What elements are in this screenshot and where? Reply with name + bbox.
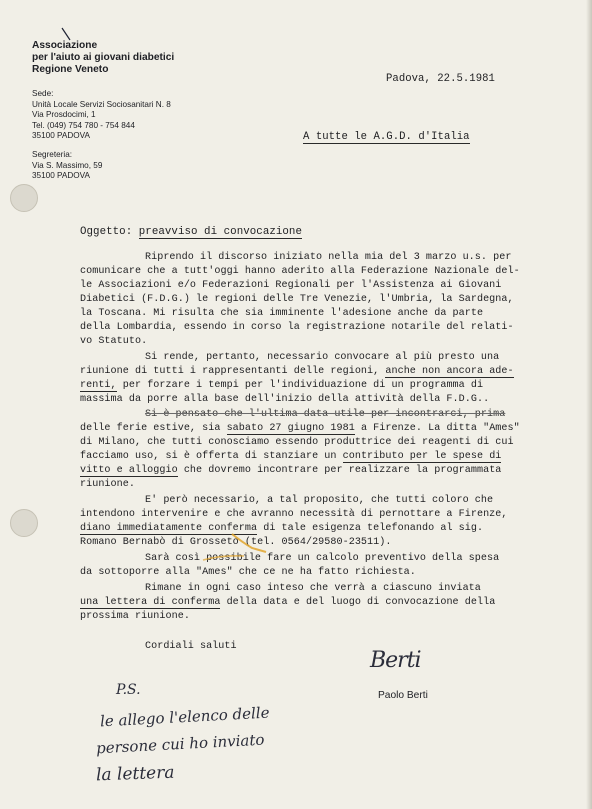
segreteria-line: Via S. Massimo, 59 [32,160,103,170]
body-text: per forzare i tempi per l'individuazione di un programma di [122,380,484,391]
subject-label: Oggetto: [80,226,133,238]
underlined-text: anche non ancora ade- [385,366,514,377]
body-line: Riprendo il discorso iniziato nella mia del 3 marzo u.s. per [145,252,512,263]
underlined-text: renti, [80,380,117,391]
underlined-date: sabato 27 giugno 1981 [226,423,355,434]
body-line-crossed: Si è pensato che l'ultima data utile per incontrarci, prima [145,409,506,420]
body-line: di Milano, che tutti conosciamo essendo produttrice dei reagenti di cui [80,437,514,448]
body-text: della data e del luogo di convocazione della [226,597,496,608]
body-line: le Associazioni e/o Federazioni Regionali per l'Assistenza ai Giovani [80,280,502,291]
org-name-line: Regione Veneto [32,64,109,75]
underlined-text: vitto e alloggio [80,465,178,476]
body-text: delle ferie estive, sia [80,423,221,434]
body-text: a Firenze. La ditta "Ames" [360,423,520,434]
body-line: Romano Bernabò di Grosseto (tel. 0564/29580-23511). [80,537,392,548]
body-line: Si rende, pertanto, necessario convocare al più presto una [145,352,500,363]
segreteria-label: Segreteria: [32,149,73,159]
sede-line: Via Prosdocimi, 1 [32,110,96,120]
underlined-text: diano immediatamente conferma [80,523,258,534]
sede-line: 35100 PADOVA [32,131,90,141]
body-line: comunicare che a tutt'oggi hanno aderito alla Federazione Nazionale del- [80,266,520,277]
handwritten-signature: Berti [370,648,421,673]
segreteria-line: 35100 PADOVA [32,171,90,181]
closing-line: Cordiali saluti [145,641,237,652]
body-text: riunione di tutti i rappresentanti delle regioni, [80,366,380,377]
postscript-line: persone cui ho inviato [95,730,265,758]
signature-name: Paolo Berti [378,690,428,701]
body-line: da sottoporre alla "Ames" che ce ne ha fatto richiesta. [80,567,416,578]
body-line: della Lombardia, essendo in corso la registrazione notarile del relati- [80,322,514,333]
body-line: prossima riunione. [80,611,190,622]
body-line: Diabetici (F.D.G.) le regioni delle Tre Venezie, l'Umbria, la Sardegna, [80,294,514,305]
body-line: riunione. [80,479,135,490]
body-text: facciamo uso, si è offerta di stanziare un [80,451,337,462]
body-line: massima da porre alla base dell'inizio della attività della F.D.G.. [80,394,490,405]
recipient-line: A tutte le A.G.D. d'Italia [303,131,470,143]
org-name-line: Associazione [32,40,98,51]
body-line: vo Statuto. [80,336,148,347]
underlined-text: una lettera di conferma [80,597,221,608]
body-line: Rimane in ogni caso inteso che verrà a ciascuno inviata [145,583,481,594]
postscript-line: le allego l'elenco delle [99,703,270,731]
sede-line: Tel. (049) 754 780 - 754 844 [32,120,135,130]
subject-text: preavviso di convocazione [138,226,302,238]
underlined-text: contributo per le spese di [342,451,502,462]
postscript-line: la lettera [95,762,175,786]
body-line: Sarà così possibile fare un calcolo preventivo della spesa [145,553,500,564]
sede-label: Sede: [32,89,54,98]
body-line: la Toscana. Mi risulta che sia imminente l'adesione anche da parte [80,308,484,319]
body-line: intendono intervenire e che avranno necessità di pernottare a Firenze, [80,509,508,520]
org-name-line: per l'aiuto ai giovani diabetici [32,52,175,63]
date-line: Padova, 22.5.1981 [386,73,495,85]
body-text: di tale esigenza telefonando al sig. [263,523,484,534]
postscript-line: P.S. [116,682,141,698]
body-line: E' però necessario, a tal proposito, che tutti coloro che [145,495,494,506]
body-text: che dovremo incontrare per realizzare la programmata [183,465,502,476]
sede-line: Unità Locale Servizi Sociosanitari N. 8 [32,99,171,109]
